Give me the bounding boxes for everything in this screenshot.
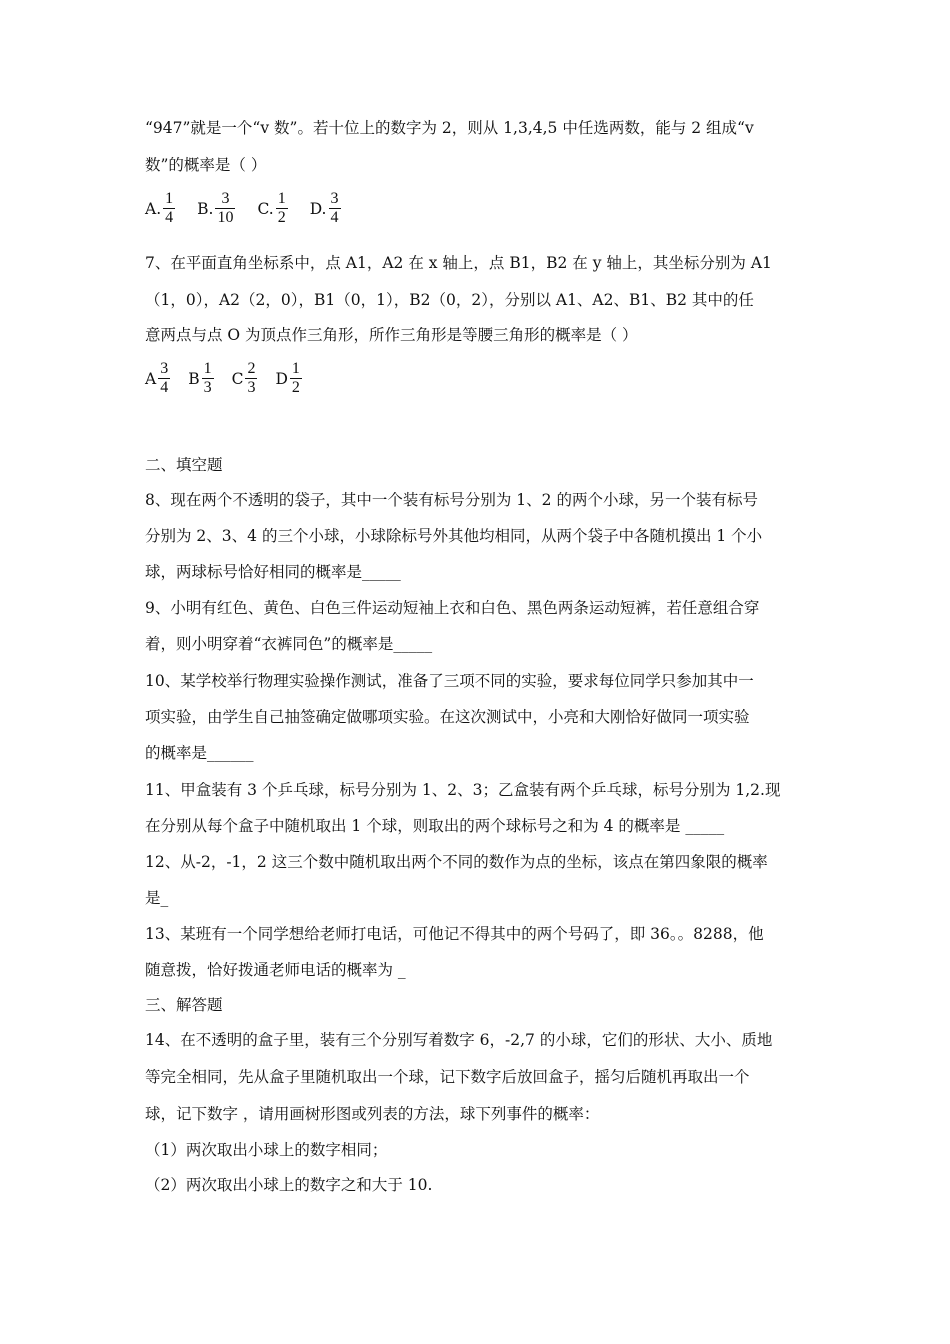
- q6-text-line-2: 数”的概率是（ ）: [145, 156, 267, 174]
- q9-text-line-1: 9、小明有红色、黄色、白色三件运动短袖上衣和白色、黑色两条运动短裤，若任意组合穿: [145, 599, 760, 617]
- q14-subquestion-1: （1）两次取出小球上的数字相同；: [145, 1141, 388, 1159]
- q9-text-line-2: 着，则小明穿着“衣裤同色”的概率是_____: [145, 635, 433, 653]
- q7-option-a: [145, 360, 170, 397]
- fraction-numerator: 3: [160, 360, 169, 377]
- fraction-denominator: 2: [291, 379, 300, 396]
- q7-option-b: [188, 360, 213, 397]
- q11-text-line-2: 在分别从每个盒子中随机取出 1 个球，则取出的两个球标号之和为 4 的概率是 _____: [145, 817, 725, 835]
- q11-text-line-1: 11、甲盒装有 3 个乒乓球，标号分别为 1、2、3；乙盒装有两个乒乓球，标号分别为 1,2.现: [145, 781, 781, 799]
- option-letter: C: [231, 369, 244, 388]
- fraction-numerator: 3: [221, 190, 230, 207]
- option-letter: C.: [257, 199, 274, 218]
- option-fraction: [245, 360, 257, 397]
- q10-text-line-1: 10、某学校举行物理实验操作测试，准备了三项不同的实验，要求每位同学只参加其中一: [145, 672, 754, 690]
- fraction-denominator: 4: [330, 209, 339, 226]
- q8-text-line-1: 8、现在两个不透明的袋子，其中一个装有标号分别为 1、2 的两个小球，另一个装有标号: [145, 491, 758, 509]
- q10-text-line-2: 项实验，由学生自己抽签确定做哪项实验。在这次测试中，小亮和大刚恰好做同一项实验: [145, 708, 750, 726]
- fraction-denominator: 4: [165, 209, 174, 226]
- option-fraction: [163, 190, 175, 227]
- q13-text-line-2: 随意拨，恰好拨通老师电话的概率为 _: [145, 961, 406, 979]
- option-fraction: [276, 190, 288, 227]
- q8-text-line-3: 球，两球标号恰好相同的概率是_____: [145, 563, 401, 581]
- fraction-denominator: 3: [203, 379, 212, 396]
- q7-option-c: [232, 360, 258, 397]
- q7-options: [145, 360, 320, 397]
- q6-option-b: [197, 190, 235, 227]
- q6-text-line-1: “947”就是一个“v 数”。若十位上的数字为 2，则从 1,3,4,5 中任选两数，能与 2 组成“v: [145, 119, 754, 137]
- fraction-numerator: 2: [247, 360, 256, 377]
- option-fraction: [329, 190, 341, 227]
- q7-text-line-1: 7、在平面直角坐标系中，点 A1，A2 在 x 轴上，点 B1，B2 在 y 轴上，其坐标分别为 A1: [145, 254, 772, 272]
- q10-text-line-3: 的概率是______: [145, 744, 254, 762]
- option-letter: D: [275, 369, 288, 388]
- option-letter: B: [188, 369, 200, 388]
- q8-text-line-2: 分别为 2、3、4 的三个小球，小球除标号外其他均相同，从两个袋子中各随机摸出 1 个小: [145, 527, 763, 545]
- fraction-denominator: 2: [277, 209, 286, 226]
- q6-option-c: [257, 190, 287, 227]
- option-letter: A: [145, 369, 157, 388]
- fraction-numerator: 3: [330, 190, 339, 207]
- q7-option-d: [275, 360, 301, 397]
- q6-options: [145, 190, 363, 227]
- q6-option-a: [145, 190, 175, 227]
- q13-text-line-1: 13、某班有一个同学想给老师打电话，可他记不得其中的两个号码了，即 36。。8288，他: [145, 925, 764, 943]
- q7-text-line-3: 意两点与点 O 为顶点作三角形，所作三角形是等腰三角形的概率是（ ）: [145, 326, 638, 344]
- option-letter: B.: [197, 199, 214, 218]
- option-fraction: [202, 360, 214, 397]
- fraction-numerator: 1: [291, 360, 300, 377]
- section-fill-in-heading: 二、填空题: [145, 456, 223, 474]
- fraction-numerator: 1: [203, 360, 212, 377]
- option-fraction: [290, 360, 302, 397]
- q14-text-line-1: 14、在不透明的盒子里，装有三个分别写着数字 6，-2,7 的小球，它们的形状、大小、质地: [145, 1031, 773, 1049]
- q12-text-line-1: 12、从-2，-1，2 这三个数中随机取出两个不同的数作为点的坐标，该点在第四象限的概率: [145, 853, 768, 871]
- q6-option-d: [310, 190, 341, 227]
- q14-text-line-3: 球，记下数字 ，请用画树形图或列表的方法，球下列事件的概率：: [145, 1105, 600, 1123]
- q7-text-line-2: （1，0），A2（2，0），B1（0，1），B2（0，2），分别以 A1、A2、B1、B2 其中的任: [145, 291, 754, 309]
- section-answer-heading: 三、解答题: [145, 996, 223, 1014]
- option-letter: D.: [309, 199, 327, 218]
- q12-text-line-2: 是_: [145, 889, 169, 907]
- q14-text-line-2: 等完全相同，先从盒子里随机取出一个球，记下数字后放回盒子，摇匀后随机再取出一个: [145, 1068, 750, 1086]
- fraction-denominator: 4: [160, 379, 169, 396]
- option-letter: A.: [145, 199, 162, 218]
- fraction-numerator: 1: [165, 190, 174, 207]
- q14-subquestion-2: （2）两次取出小球上的数字之和大于 10.: [145, 1176, 433, 1194]
- fraction-denominator: 10: [217, 209, 234, 226]
- fraction-numerator: 1: [277, 190, 286, 207]
- option-fraction: [215, 190, 235, 227]
- option-fraction: [158, 360, 170, 397]
- fraction-denominator: 3: [247, 379, 256, 396]
